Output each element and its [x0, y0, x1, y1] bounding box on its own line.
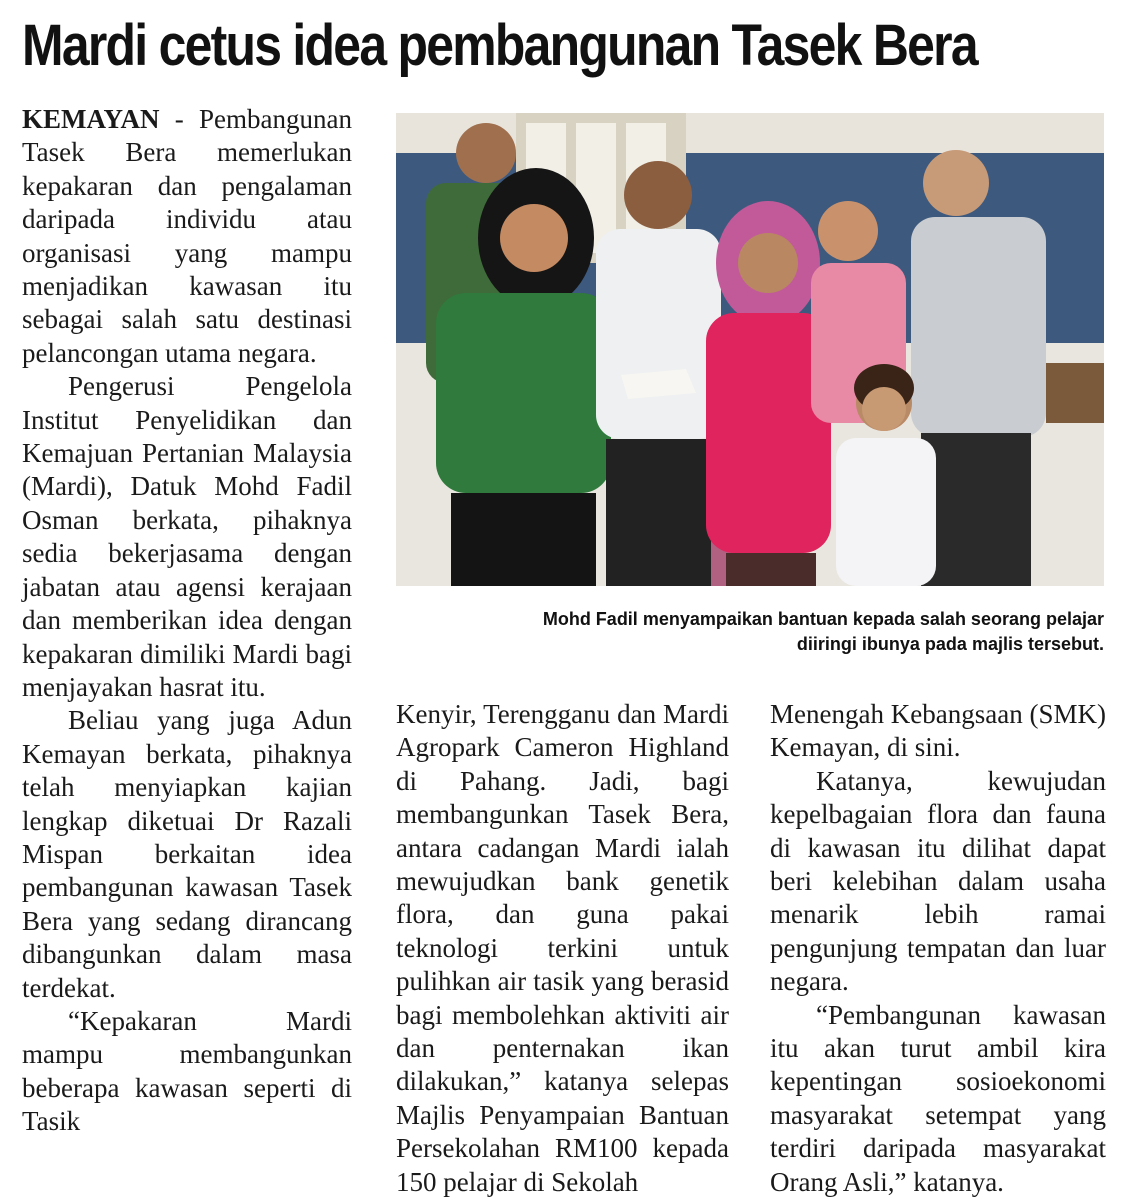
body-paragraph: Kenyir, Terengganu dan Mardi Agropark Cameron Highland di Pahang. Jadi, bagi membangunkan Tasek Bera, antara cadangan Mardi ialah mewujudkan bank genetik flora, dan guna pakai teknologi terkini untuk pulihkan air tasik yang berasid bagi membolehkan aktiviti air dan penternakan ikan dilakukan,” katanya selepas Majlis Penyampaian Bantuan Persekolahan RM100 kepada 150 pelajar di Sekolah	[396, 699, 729, 1197]
caption-line: diiringi ibunya pada majlis tersebut.	[796, 634, 1104, 654]
body-paragraph: Katanya, kewujudan kepelbagaian flora dan fauna di kawasan itu dilihat dapat beri kelebihan dalam usaha menarik lebih ramai pengunjung tempatan dan luar negara.	[770, 765, 1106, 997]
lead-text: - Pembangunan Tasek Bera memerlukan kepakaran dan pengalaman daripada individu atau organisasi yang mampu menjadikan kawasan itu sebagai salah satu destinasi pelancongan utama negara.	[22, 104, 352, 368]
photo-illustration	[396, 113, 1104, 586]
article-column-1	[22, 103, 352, 1139]
body-paragraph: Pengerusi Pengelola Institut Penyelidikan dan Kemajuan Pertanian Malaysia (Mardi), Datuk Mohd Fadil Osman berkata, pihaknya sedia bekerjasama dengan jabatan atau agensi kerajaan dan memberikan idea dengan kepakaran dimiliki Mardi bagi menjayakan hasrat itu.	[22, 371, 352, 702]
dateline: KEMAYAN	[22, 104, 160, 134]
headline: Mardi cetus idea pembangunan Tasek Bera	[22, 13, 977, 78]
lead-paragraph	[22, 103, 352, 370]
article-column-2	[396, 698, 729, 1199]
body-paragraph: Beliau yang juga Adun Kemayan berkata, pihaknya telah menyiapkan kajian lengkap diketuai Dr Razali Mispan berkaitan idea pembangunan kawasan Tasek Bera yang sedang dirancang dibangunkan dalam masa terdekat.	[22, 705, 352, 1003]
photo-caption	[396, 607, 1104, 657]
news-photo	[396, 113, 1104, 586]
body-paragraph: Menengah Kebangsaan (SMK) Kemayan, di sini.	[770, 699, 1106, 763]
article-column-3	[770, 698, 1106, 1199]
body-paragraph: “Kepakaran Mardi mampu membangunkan beberapa kawasan seperti di Tasik	[22, 1005, 352, 1137]
body-paragraph: “Pembangunan kawasan itu akan turut ambil kira kepentingan sosioekonomi masyarakat setempat yang terdiri daripada masyarakat Orang Asli,” katanya.	[770, 999, 1106, 1197]
caption-line: Mohd Fadil menyampaikan bantuan kepada salah seorang pelajar	[542, 609, 1104, 629]
